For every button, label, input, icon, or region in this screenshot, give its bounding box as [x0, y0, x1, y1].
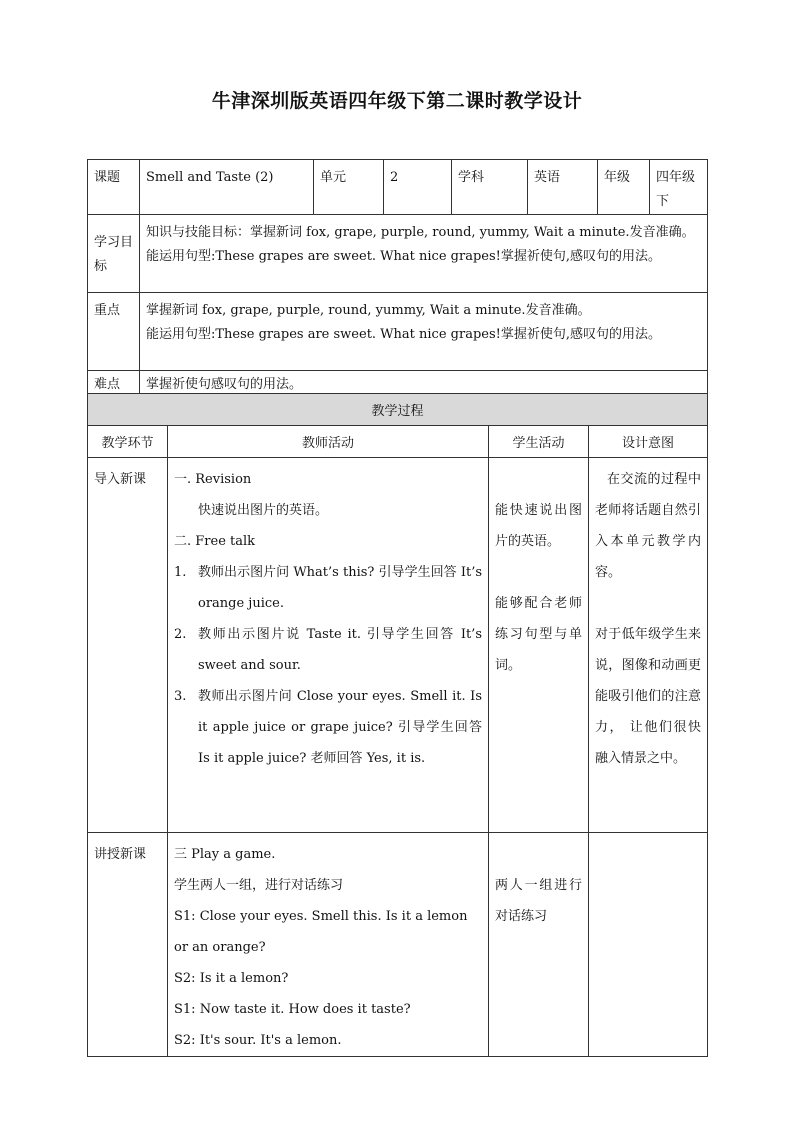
- process-band-title: 教学过程: [88, 394, 708, 426]
- subject-value: 英语: [528, 160, 598, 215]
- topic-value: Smell and Taste (2): [140, 160, 314, 215]
- key-points-content: [140, 293, 708, 371]
- grade-label: 年级: [598, 160, 650, 215]
- course-info-table: [87, 159, 708, 398]
- key-points-label: 重点: [88, 293, 140, 371]
- list-item-number: 1.: [174, 565, 187, 580]
- list-item-text: 教师出示图片问 Close your eyes. Smell it. Is it apple juice or grape juice? 引导学生回答 Is it apple juice? 老师回答 Yes, it is.: [198, 689, 482, 766]
- difficulty-content: 掌握祈使句感叹句的用法。: [140, 371, 708, 398]
- grade-value: 四年级下: [650, 160, 708, 215]
- topic-label: 课题: [88, 160, 140, 215]
- unit-value: 2: [384, 160, 452, 215]
- free-talk-heading: 二. Free talk: [174, 534, 256, 549]
- list-item-number: 2.: [174, 627, 187, 642]
- list-item-text: 教师出示图片问 What’s this? 引导学生回答 It’s orange juice.: [198, 565, 482, 611]
- intent-1: 在交流的过程中老师将话题自然引入本单元教学内容。: [595, 472, 702, 580]
- dialogue-line: S2: Is it a lemon?: [174, 971, 289, 986]
- stage-new-lesson-intent: [589, 833, 708, 1057]
- list-item-number: 3.: [174, 689, 187, 704]
- stage-new-lesson-teacher: [168, 833, 489, 1057]
- goals-line-2: 能运用句型:These grapes are sweet. What nice grapes!掌握祈使句,感叹句的用法。: [146, 249, 661, 264]
- goals-content: [140, 215, 708, 293]
- pair-work-instruction: 学生两人一组，进行对话练习: [174, 878, 344, 893]
- stage-intro-teacher: [168, 458, 489, 833]
- list-item: [174, 557, 482, 619]
- list-item-text: 教师出示图片说 Taste it. 引导学生回答 It’s sweet and sour.: [198, 627, 482, 673]
- header-student-activity: 学生活动: [489, 426, 589, 458]
- stage-intro-intent: [589, 458, 708, 833]
- intent-2: 对于低年级学生来说，图像和动画更能吸引他们的注意力， 让他们很快融入情景之中。: [595, 627, 702, 766]
- game-heading: 三 Play a game.: [174, 847, 276, 862]
- subject-label: 学科: [452, 160, 528, 215]
- revision-heading: 一. Revision: [174, 472, 252, 487]
- dialogue-line: S1: Now taste it. How does it taste?: [174, 1002, 411, 1017]
- student-activity-3: 两人一组进行对话练习: [495, 878, 582, 924]
- document-title: 牛津深圳版英语四年级下第二课时教学设计: [211, 90, 583, 112]
- stage-intro-name: 导入新课: [88, 458, 168, 833]
- stage-new-lesson-student: [489, 833, 589, 1057]
- header-design-intent: 设计意图: [589, 426, 708, 458]
- list-item: [174, 619, 482, 681]
- stage-new-lesson-name: 讲授新课: [88, 833, 168, 1057]
- unit-label: 单元: [314, 160, 384, 215]
- revision-text: 快速说出图片的英语。: [198, 503, 329, 518]
- dialogue-line: S2: It's sour. It's a lemon.: [174, 1033, 342, 1048]
- header-teacher-activity: 教师活动: [168, 426, 489, 458]
- stage-intro-student: [489, 458, 589, 833]
- goals-label: 学习目标: [88, 215, 140, 293]
- key-line-2: 能运用句型:These grapes are sweet. What nice grapes!掌握祈使句,感叹句的用法。: [146, 327, 661, 342]
- student-activity-1: 能快速说出图片的英语。: [495, 503, 582, 549]
- list-item: [174, 681, 482, 774]
- header-stage: 教学环节: [88, 426, 168, 458]
- teaching-process-table: [87, 393, 708, 1057]
- key-line-1: 掌握新词 fox, grape, purple, round, yummy, Wait a minute.发音准确。: [146, 303, 591, 318]
- goals-line-1: 知识与技能目标：掌握新词 fox, grape, purple, round, yummy, Wait a minute.发音准确。: [146, 225, 695, 240]
- student-activity-2: 能够配合老师练习句型与单词。: [495, 596, 582, 673]
- difficulty-label: 难点: [88, 371, 140, 398]
- dialogue-line: S1: Close your eyes. Smell this. Is it a lemon or an orange?: [174, 909, 468, 955]
